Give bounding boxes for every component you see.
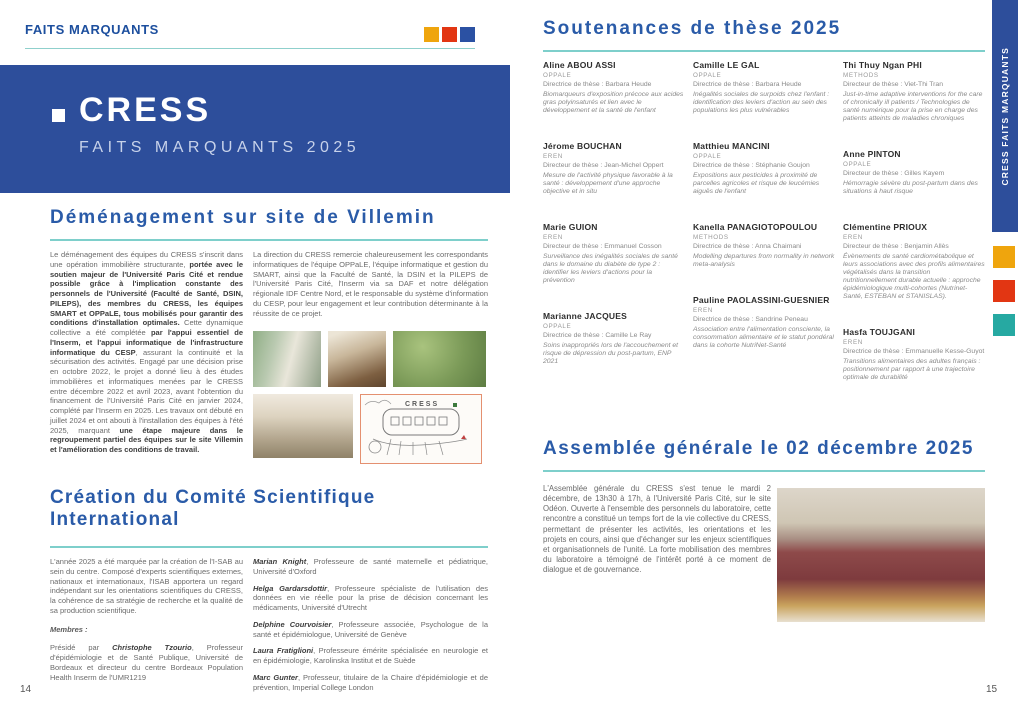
thesis-entry — [543, 60, 685, 115]
moving-photos-grid — [253, 331, 488, 464]
section-underline — [50, 546, 488, 548]
team-label: OPPALE — [843, 161, 872, 169]
banner-subtitle: FAITS MARQUANTS 2025 — [79, 139, 361, 156]
theses-column-3 — [843, 60, 985, 382]
thesis-title: Just-in-time adaptive interventions for the care of chronically ill patients / Technologies de santé numérique pour la prise en charge des patients atteints de maladies chroniques — [843, 91, 983, 123]
phd-student-name: Hasfa TOUJGANI — [843, 327, 916, 338]
section-title-assemblee: Assemblée générale le 02 décembre 2025 — [543, 438, 974, 459]
section-underline — [543, 470, 985, 472]
phd-student-name: Clémentine PRIOUX — [843, 222, 928, 233]
sidebar-tab-label: CRESS FAITS MARQUANTS — [1000, 46, 1010, 186]
movers-hallway-photo — [253, 331, 321, 387]
member-description: , Professeure de santé maternelle et pédiatrique, Université d'Oxford — [253, 557, 488, 576]
thesis-entry — [843, 222, 985, 301]
section-title-comite: Création du Comité Scientifique International — [50, 487, 376, 531]
member-name: Marc Gunter — [253, 672, 298, 682]
thesis-director: Directeur de thèse : Viet-Thi Tran — [843, 81, 943, 88]
demenagement-paragraph-left: Le déménagement des équipes du CRESS s'inscrit dans une opération immobilière structurante, portée avec le soutien majeur de l'Université Paris Cité et rendue possible grâce à l'implication constante des personnels de l'Université (Faculté de Santé, DSIN, PILEPS), des membres du CRESS, les équipes SMART et OPPaLE, tous mobilisés pour garantir des conditions d'installation optimales. Cette dynamique collective a été complétée par l'appui essentiel de l'Inserm, et l'appui informatique de l'infrastructure informatique du CESP, assurant la continuité et la sécurisation des activités. Engagé par une décision prise en octobre 2022, le projet a donné lieu à des études immobilières et informatiques menées par le CRESS entre décembre 2022 et avril 2023, avant l'obtention du financement de l'Université Paris Cité en janvier 2024, complété par l'Inserm en 2025. Les travaux ont débuté en juillet 2024 et ont abouti à l'installation des équipes à l'été 2025, marquant une étape majeure dans le regroupement partiel des équipes sur le site Villemin et l'amélioration des conditions de travail. — [50, 250, 243, 454]
member-name: Helga Gardarsdottir — [253, 583, 328, 593]
thesis-title: Surveillance des inégalités sociales de santé dans le domaine du diabète de type 2 : identifier les leviers d'actions pour la prévention — [543, 253, 678, 285]
thesis-title: Mesure de l'activité physique favorable à la santé : développement d'une approche objective et in situ — [543, 172, 673, 196]
thesis-entry — [693, 222, 835, 269]
team-label: OPPALE — [693, 72, 722, 79]
thesis-director: Directeur de thèse : Gilles Kayem — [843, 170, 945, 178]
team-label: METHODS — [843, 72, 879, 79]
thesis-title: Inégalités sociales de surpoids chez l'enfant : identification des leviers d'action au sein des populations les plus vulnérables — [693, 91, 830, 115]
thesis-entry — [693, 60, 835, 115]
member-description: , Professeure spécialiste de l'utilisation des données en vie réelle pour la prise de décision concernant les médicaments, Université d'Utrecht — [253, 583, 488, 612]
moving-truck-sketch — [360, 394, 482, 464]
red-square-icon — [442, 27, 457, 42]
page-number-right: 15 — [986, 684, 998, 695]
thesis-title: Évènements de santé cardiométabolique et leurs associations avec des profils alimentaires végétalisés dans la transition nutritionnellement durable actuelle : approche épidémiologique multi-cohortes (Nutrinet-Santé, ESTEBAN et STANISLAS). — [843, 253, 985, 301]
team-label: OPPALE — [543, 323, 572, 331]
thesis-director: Directrice de thèse : Camille Le Ray — [543, 332, 652, 340]
thesis-title: Transitions alimentaires des adultes français : positionnement par rapport à une trajectoire optimale de durabilité — [843, 358, 981, 382]
team-picnic-photo — [393, 331, 486, 387]
thesis-title: Modelling departures from normality in network meta-analysis — [693, 253, 835, 269]
orange-square-icon — [993, 246, 1015, 268]
header-divider-line — [25, 48, 475, 49]
theses-column-2 — [693, 60, 835, 382]
team-label: OPPALE — [543, 72, 572, 79]
comite-member — [253, 557, 488, 577]
demenagement-columns — [50, 250, 488, 471]
comite-member — [253, 646, 488, 666]
team-label: EREN — [543, 153, 563, 161]
phd-student-name: Aline ABOU ASSI — [543, 60, 616, 70]
team-label: OPPALE — [693, 153, 722, 161]
thesis-director: Directrice de thèse : Barbara Heude — [543, 81, 652, 88]
thesis-director: Directrice de thèse : Anna Chaimani — [693, 243, 802, 251]
thesis-director: Directrice de thèse : Emmanuelle Kesse-Guyot — [843, 348, 985, 356]
banner-title: CRESS — [79, 91, 212, 129]
team-label: EREN — [843, 234, 863, 242]
phd-student-name: Thi Thuy Ngan PHI — [843, 60, 922, 70]
thesis-entry — [543, 141, 685, 196]
red-square-icon — [993, 280, 1015, 302]
moving-boxes-photo — [328, 331, 386, 387]
thesis-entry — [693, 295, 835, 350]
blue-square-icon — [460, 27, 475, 42]
thesis-title: Expositions aux pesticides à proximité de parcelles agricoles et risque de leucémies aiguës de l'enfant — [693, 172, 820, 196]
member-name: Marian Knight — [253, 557, 307, 566]
thesis-title: Biomarqueurs d'exposition précoce aux acides gras polyinsaturés et lien avec le développement et la santé de l'enfant — [543, 91, 684, 115]
sidebar-tab — [992, 0, 1018, 232]
header-squares — [424, 27, 475, 42]
phd-student-name: Camille LE GAL — [693, 60, 760, 70]
comite-president-paragraph: Présidé par Christophe Tzourio, Professeur d'épidémiologie et de Santé Publique, Université de Bordeaux et directeur du centre Bordeaux Population Health Inserm de l'UMR1219 — [50, 643, 243, 682]
section-title-demenagement: Déménagement sur site de Villemin — [50, 207, 436, 228]
thesis-director: Directeur de thèse : Emmanuel Cosson — [543, 243, 662, 251]
phd-student-name: Pauline PAOLASSINI-GUESNIER — [693, 295, 830, 306]
comite-intro-paragraph: L'année 2025 a été marquée par la création de l'I-SAB au sein du centre. Composé d'experts scientifiques externes, nationaux et internationaux, l'ISAB apportera un regard indépendant sur les orientations scientifiques du CRESS, la cohérence de sa stratégie de recherche et la qualité de sa production scientifique. — [50, 557, 243, 615]
thesis-title: Association entre l'alimentation consciente, la consommation alimentaire et le statut pondéral dans la cohorte NutriNet-Santé — [693, 326, 834, 350]
member-description: , Professeur, titulaire de la Chaire d'épidémiologie et de prévention, Imperial College London — [253, 672, 488, 692]
theses-column-1 — [543, 60, 685, 382]
page-number-left: 14 — [20, 684, 32, 695]
thesis-director: Directrice de thèse : Sandrine Peneau — [693, 316, 808, 324]
comite-member — [253, 620, 488, 640]
comite-member — [253, 584, 488, 613]
member-description: , Professeure émérite spécialisée en neurologie et en épidémiologie, Karolinska Institut et de Suède — [253, 646, 488, 665]
comite-columns — [50, 557, 488, 699]
thesis-director: Directeur de thèse : Benjamin Allès — [843, 243, 949, 251]
thesis-director: Directeur de thèse : Jean-Michel Oppert — [543, 162, 664, 170]
open-space-office-photo — [253, 394, 353, 458]
thesis-entry — [693, 141, 835, 196]
thesis-director: Directrice de thèse : Barbara Heude — [693, 81, 802, 88]
section-title-soutenances: Soutenances de thèse 2025 — [543, 18, 842, 39]
phd-student-name: Marianne JACQUES — [543, 311, 627, 322]
theses-grid — [543, 60, 985, 382]
orange-square-icon — [424, 27, 439, 42]
team-label: EREN — [693, 307, 713, 315]
member-name: Delphine Courvoisier — [253, 619, 332, 629]
assemblee-paragraph: L'Assemblée générale du CRESS s'est tenue le mardi 2 décembre, de 13h30 à 17h, à l'Université Paris Cité, sur le site Odéon. Ouverte à l'ensemble des personnels du laboratoire, cette rencontre a constitué un temps fort de la vie collective du CRESS, permettant de présenter les activités, les orientations et les projets en cours, ainsi que d'échanger sur les enjeux scientifiques et organisationnels de l'unité. La forte mobilisation des membres du laboratoire a témoigné de l'intérêt porté à ce moment de dialogue et de gouvernance. — [543, 484, 771, 574]
phd-student-name: Jérome BOUCHAN — [543, 141, 622, 152]
section-underline — [543, 50, 985, 52]
demenagement-paragraph-right: La direction du CRESS remercie chaleureusement les correspondants informatiques de l'équipe OPPaLE, l'équipe informatique et gestion du SMART, ainsi que la Faculté de Santé, la DSIN et la PILEPS de l'Université Paris Cité, l'Inserm via sa DAF et notre délégation régionale IDF Centre Nord, et le responsable du système d'information du CESP, pour leur engagement et leur contribution déterminante à la réussite de ce projet. — [253, 250, 488, 318]
member-name: Laura Fratiglioni — [253, 646, 314, 656]
thesis-entry — [843, 60, 985, 123]
thesis-entry — [843, 149, 985, 196]
thesis-entry — [543, 222, 685, 285]
membres-label: Membres : — [50, 624, 88, 634]
phd-student-name: Anne PINTON — [843, 149, 901, 160]
comite-members-list — [253, 557, 488, 699]
team-label: METHODS — [693, 234, 729, 242]
amphitheater-audience-photo — [777, 488, 985, 622]
member-description: , Professeure associée, Psychologue de la santé et épidémiologue, Université de Genève — [253, 619, 488, 639]
phd-student-name: Matthieu MANCINI — [693, 141, 770, 152]
cress-banner — [0, 65, 510, 193]
thesis-title: Hémorragie sévère du post-partum dans des situations à haut risque — [843, 180, 978, 196]
phd-student-name: Marie GUION — [543, 222, 598, 233]
sketch-cress-label: CRESS — [405, 401, 440, 409]
sidebar-squares — [993, 246, 1015, 336]
section-underline — [50, 239, 488, 241]
teal-square-icon — [993, 314, 1015, 336]
team-label: EREN — [843, 339, 863, 347]
thesis-entry — [543, 311, 685, 366]
thesis-title: Soins inappropriés lors de l'accouchement et risque de dépression du post-partum, ENP 2021 — [543, 342, 679, 366]
comite-member — [253, 673, 488, 693]
thesis-entry — [843, 327, 985, 382]
white-square-bullet-icon — [52, 109, 65, 122]
page-header-label: FAITS MARQUANTS — [25, 22, 159, 37]
phd-student-name: Kanella PANAGIOTOPOULOU — [693, 222, 818, 233]
team-label: EREN — [543, 234, 563, 242]
thesis-director: Directrice de thèse : Stéphanie Goujon — [693, 162, 810, 170]
